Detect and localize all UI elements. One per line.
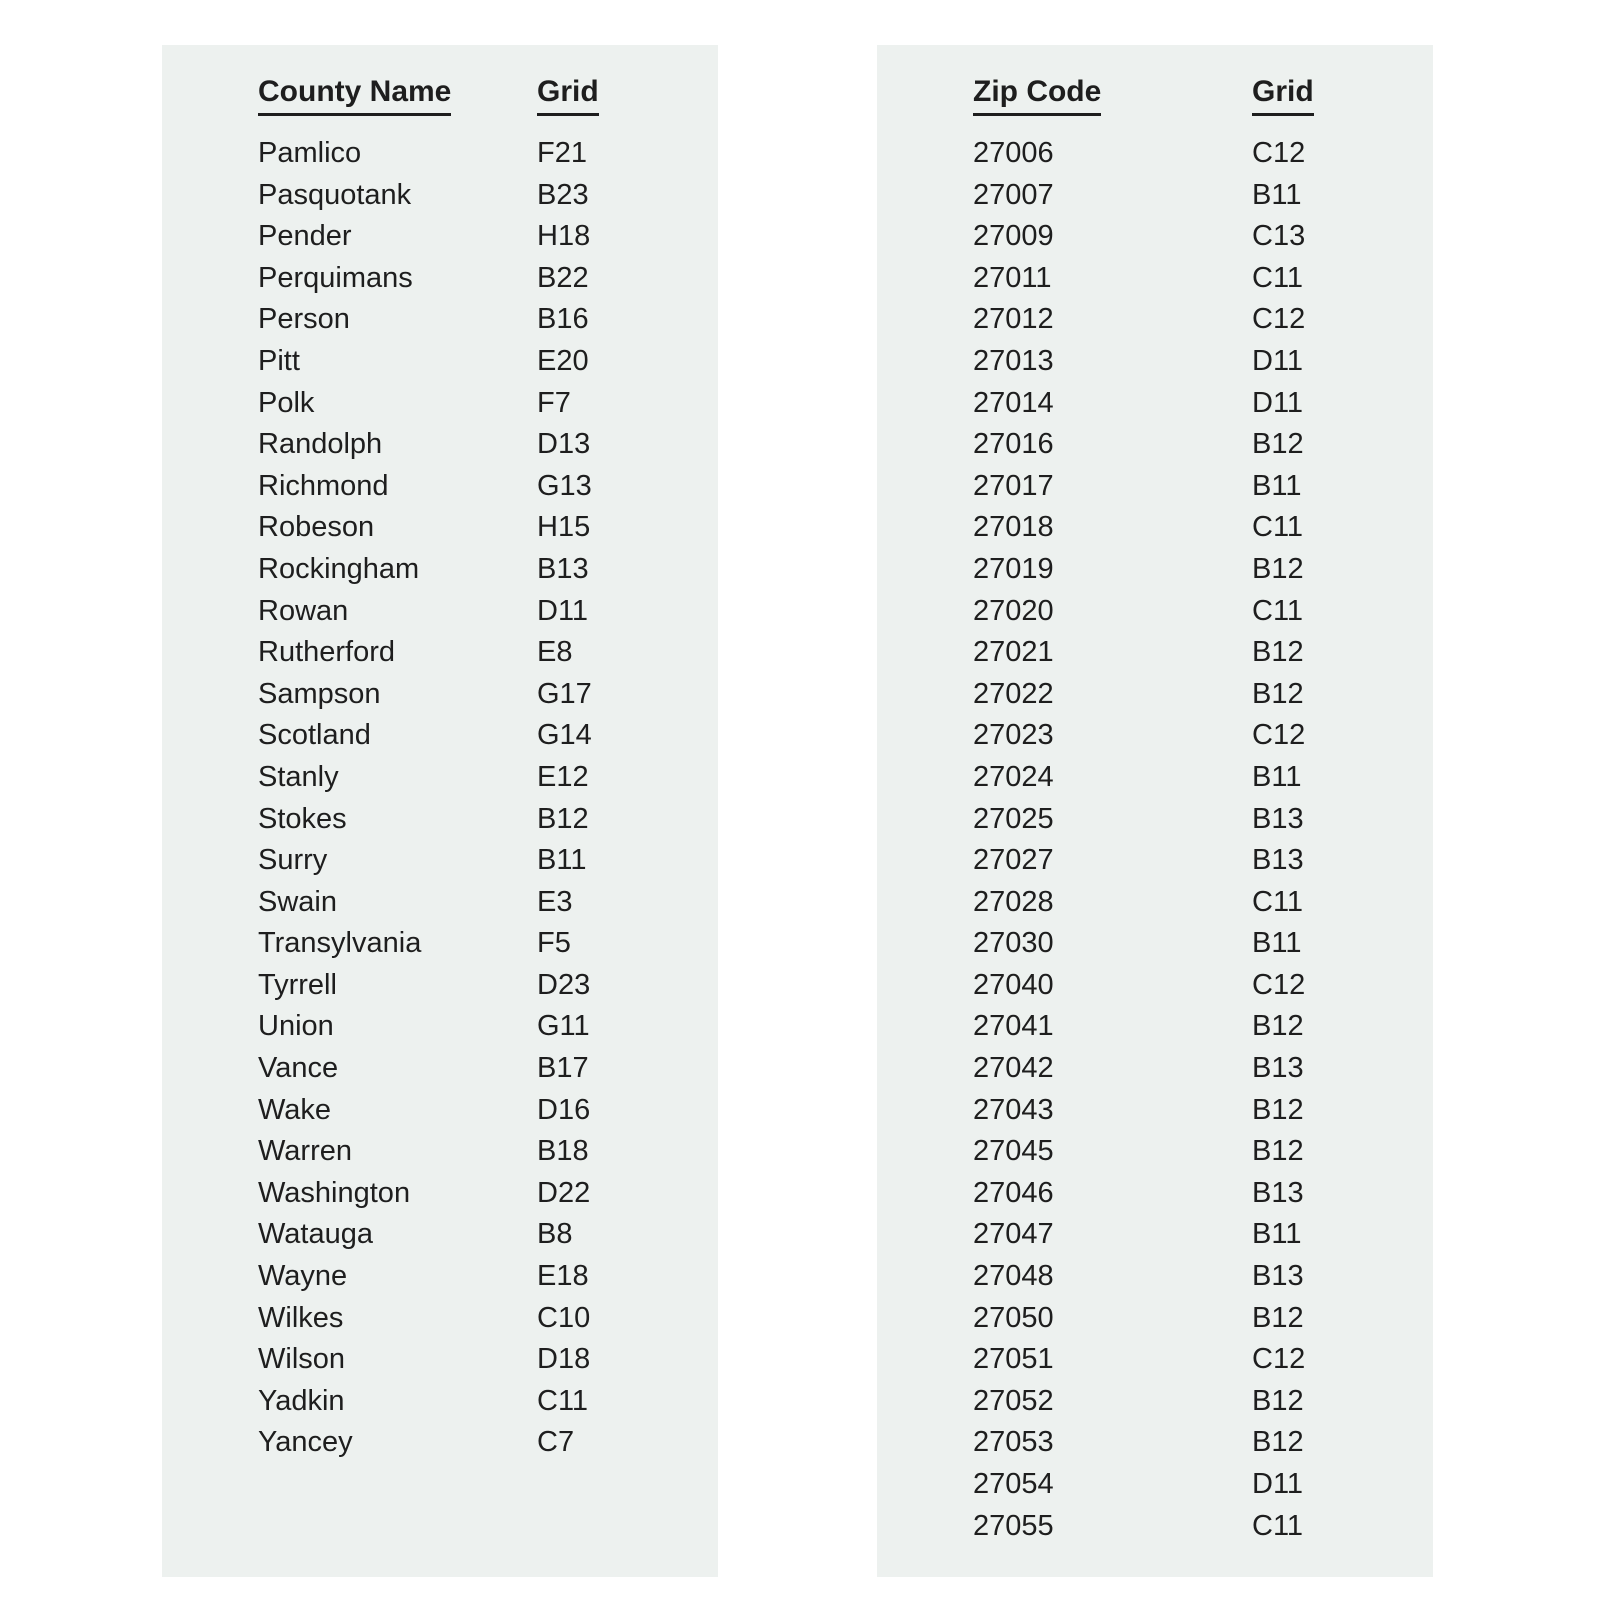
table-cell: 27023	[973, 719, 1054, 752]
table-cell: 27017	[973, 469, 1054, 502]
county-name-column-header: County Name	[258, 75, 537, 129]
table-cell: B12	[1252, 552, 1304, 585]
table-row	[973, 1256, 1433, 1298]
table-row	[258, 258, 718, 300]
table-row	[258, 757, 718, 799]
table-row	[973, 1422, 1433, 1464]
table-cell: D23	[537, 968, 591, 1001]
table-cell: D22	[537, 1176, 591, 1209]
table-row	[258, 715, 718, 757]
table-cell: Tyrrell	[258, 968, 337, 1001]
table-cell: 27053	[973, 1426, 1054, 1459]
table-cell: B13	[1252, 844, 1304, 877]
table-cell: B18	[537, 1135, 589, 1168]
table-cell: 27051	[973, 1343, 1054, 1376]
table-row	[973, 1506, 1433, 1548]
table-cell: Rowan	[258, 594, 349, 627]
table-cell: 27024	[973, 760, 1054, 793]
table-row	[973, 715, 1433, 757]
table-row	[258, 133, 718, 175]
table-cell: Robeson	[258, 511, 375, 544]
table-row	[258, 1173, 718, 1215]
table-row	[258, 674, 718, 716]
table-cell: H18	[537, 220, 591, 253]
table-row	[258, 507, 718, 549]
table-cell: Pasquotank	[258, 178, 412, 211]
table-cell: B8	[537, 1218, 573, 1251]
table-cell: B12	[537, 802, 589, 835]
table-row	[973, 965, 1433, 1007]
table-cell: Wake	[258, 1093, 332, 1126]
table-cell: 27055	[973, 1509, 1054, 1542]
table-row	[258, 882, 718, 924]
table-cell: 27046	[973, 1176, 1054, 1209]
table-cell: B11	[1252, 927, 1302, 960]
table-row	[258, 216, 718, 258]
table-cell: B12	[1252, 428, 1304, 461]
table-cell: 27043	[973, 1093, 1054, 1126]
table-row	[973, 466, 1433, 508]
table-cell: D11	[1252, 386, 1304, 419]
table-cell: G13	[537, 469, 592, 502]
table-cell: G14	[537, 719, 592, 752]
table-cell: 27009	[973, 220, 1054, 253]
table-row	[258, 1256, 718, 1298]
table-cell: 27018	[973, 511, 1054, 544]
table-row	[973, 1173, 1433, 1215]
table-row	[973, 840, 1433, 882]
zip-code-column-header: Zip Code	[973, 75, 1252, 129]
table-cell: 27021	[973, 636, 1054, 669]
table-cell: B22	[537, 261, 589, 294]
table-row	[258, 1006, 718, 1048]
table-cell: E18	[537, 1260, 589, 1293]
table-cell: B12	[1252, 1135, 1304, 1168]
table-row	[973, 549, 1433, 591]
table-cell: B11	[1252, 178, 1302, 211]
table-cell: Randolph	[258, 428, 383, 461]
table-row	[258, 591, 718, 633]
table-row	[258, 632, 718, 674]
table-cell: B12	[1252, 1426, 1304, 1459]
table-cell: 27020	[973, 594, 1054, 627]
table-cell: G11	[537, 1010, 590, 1043]
table-cell: Rockingham	[258, 552, 420, 585]
zip-table-rows	[973, 133, 1433, 1547]
table-row	[973, 258, 1433, 300]
table-row	[973, 383, 1433, 425]
table-cell: C12	[1252, 1343, 1306, 1376]
table-cell: Wilkes	[258, 1301, 344, 1334]
table-cell: Wayne	[258, 1260, 348, 1293]
table-cell: 27012	[973, 303, 1054, 336]
table-row	[973, 799, 1433, 841]
table-row	[258, 1339, 718, 1381]
zip-table-header-row	[973, 75, 1433, 129]
table-cell: C12	[1252, 137, 1306, 169]
table-cell: 27048	[973, 1260, 1054, 1293]
table-cell: Wilson	[258, 1343, 346, 1376]
table-cell: C11	[1252, 885, 1304, 918]
table-row	[258, 1048, 718, 1090]
table-cell: 27019	[973, 552, 1054, 585]
table-row	[973, 1214, 1433, 1256]
table-cell: D11	[1252, 1468, 1304, 1500]
table-cell: C11	[1252, 1509, 1304, 1542]
table-cell: Rutherford	[258, 636, 396, 669]
table-cell: Warren	[258, 1135, 352, 1168]
table-row	[258, 424, 718, 466]
table-cell: G17	[537, 677, 592, 710]
table-cell: Polk	[258, 386, 315, 419]
table-cell: Pamlico	[258, 137, 362, 169]
table-cell: B12	[1252, 636, 1304, 669]
table-cell: 27045	[973, 1135, 1054, 1168]
table-row	[973, 424, 1433, 466]
table-cell: B12	[1252, 1093, 1304, 1126]
table-cell: Watauga	[258, 1218, 373, 1251]
table-cell: B13	[1252, 1260, 1304, 1293]
county-table-header-row	[258, 75, 718, 129]
table-cell: E3	[537, 885, 573, 918]
table-cell: C11	[1252, 594, 1304, 627]
table-cell: B17	[537, 1052, 589, 1085]
table-row	[258, 549, 718, 591]
county-grid-panel	[162, 45, 718, 1577]
table-cell: B23	[537, 178, 589, 211]
table-cell: 27014	[973, 386, 1054, 419]
table-cell: Union	[258, 1010, 334, 1043]
table-cell: B12	[1252, 1301, 1304, 1334]
table-cell: E20	[537, 344, 589, 377]
table-row	[973, 299, 1433, 341]
table-row	[973, 133, 1433, 175]
table-cell: Sampson	[258, 677, 381, 710]
table-row	[973, 507, 1433, 549]
table-cell: Transylvania	[258, 927, 422, 960]
table-cell: Yadkin	[258, 1384, 345, 1417]
table-row	[973, 1048, 1433, 1090]
table-row	[973, 1131, 1433, 1173]
table-cell: F21	[537, 137, 587, 169]
table-cell: 27042	[973, 1052, 1054, 1085]
table-cell: B13	[1252, 1052, 1304, 1085]
table-row	[973, 674, 1433, 716]
table-cell: B11	[1252, 760, 1302, 793]
table-cell: 27050	[973, 1301, 1054, 1334]
table-row	[973, 1090, 1433, 1132]
table-row	[258, 965, 718, 1007]
table-cell: 27016	[973, 428, 1054, 461]
table-cell: 27027	[973, 844, 1054, 877]
table-row	[258, 383, 718, 425]
table-cell: D11	[537, 594, 589, 627]
table-cell: 27022	[973, 677, 1054, 710]
table-row	[258, 341, 718, 383]
table-cell: Perquimans	[258, 261, 413, 294]
table-row	[258, 175, 718, 217]
table-cell: C12	[1252, 968, 1306, 1001]
zip-grid-panel	[877, 45, 1433, 1577]
table-cell: B12	[1252, 1010, 1304, 1043]
table-cell: Yancey	[258, 1426, 353, 1459]
table-row	[258, 466, 718, 508]
table-cell: 27047	[973, 1218, 1054, 1251]
table-row	[973, 341, 1433, 383]
table-row	[973, 1464, 1433, 1506]
table-cell: C11	[1252, 511, 1304, 544]
table-cell: C11	[1252, 261, 1304, 294]
table-row	[973, 1339, 1433, 1381]
table-cell: 27006	[973, 137, 1054, 169]
table-cell: B12	[1252, 1384, 1304, 1417]
table-cell: Person	[258, 303, 350, 336]
county-grid-table	[162, 45, 718, 1464]
table-row	[973, 1298, 1433, 1340]
table-cell: 27052	[973, 1384, 1054, 1417]
table-row	[973, 757, 1433, 799]
table-cell: E8	[537, 636, 573, 669]
table-cell: 27041	[973, 1010, 1054, 1043]
table-cell: E12	[537, 760, 589, 793]
table-row	[973, 1006, 1433, 1048]
table-row	[258, 1422, 718, 1464]
table-row	[258, 923, 718, 965]
table-cell: 27040	[973, 968, 1054, 1001]
zip-grid-column-header: Grid	[1252, 75, 1433, 129]
table-row	[973, 632, 1433, 674]
table-cell: D13	[537, 428, 591, 461]
table-cell: B11	[537, 844, 587, 877]
table-row	[258, 799, 718, 841]
table-cell: B13	[1252, 802, 1304, 835]
table-cell: C10	[537, 1301, 591, 1334]
table-row	[973, 882, 1433, 924]
table-cell: Stokes	[258, 802, 347, 835]
table-cell: B11	[1252, 1218, 1302, 1251]
table-cell: Surry	[258, 844, 328, 877]
table-cell: 27011	[973, 261, 1052, 294]
table-cell: Washington	[258, 1176, 411, 1209]
table-cell: 27007	[973, 178, 1054, 211]
table-row	[258, 1090, 718, 1132]
table-cell: Stanly	[258, 760, 339, 793]
county-grid-column-header: Grid	[537, 75, 718, 129]
table-row	[973, 591, 1433, 633]
table-cell: C12	[1252, 719, 1306, 752]
table-row	[973, 216, 1433, 258]
table-cell: C13	[1252, 220, 1306, 253]
table-cell: B13	[537, 552, 589, 585]
table-cell: Scotland	[258, 719, 371, 752]
table-row	[973, 1381, 1433, 1423]
table-cell: B13	[1252, 1176, 1304, 1209]
table-row	[258, 1381, 718, 1423]
table-cell: Vance	[258, 1052, 339, 1085]
table-cell: C7	[537, 1426, 575, 1459]
table-cell: H15	[537, 511, 591, 544]
table-cell: C12	[1252, 303, 1306, 336]
table-cell: Pitt	[258, 344, 300, 377]
table-row	[973, 175, 1433, 217]
table-cell: D18	[537, 1343, 591, 1376]
table-cell: 27054	[973, 1468, 1054, 1500]
zip-grid-table	[877, 45, 1433, 1547]
table-cell: 27013	[973, 344, 1054, 377]
table-cell: 27028	[973, 885, 1054, 918]
table-cell: D16	[537, 1093, 591, 1126]
table-cell: 27030	[973, 927, 1054, 960]
county-table-rows	[258, 133, 718, 1464]
table-cell: F5	[537, 927, 571, 960]
table-cell: Richmond	[258, 469, 389, 502]
table-cell: B16	[537, 303, 589, 336]
table-cell: D11	[1252, 344, 1304, 377]
table-cell: Swain	[258, 885, 337, 918]
table-cell: 27025	[973, 802, 1054, 835]
table-row	[973, 923, 1433, 965]
table-row	[258, 1298, 718, 1340]
table-row	[258, 840, 718, 882]
table-cell: B11	[1252, 469, 1302, 502]
table-cell: B12	[1252, 677, 1304, 710]
table-row	[258, 1214, 718, 1256]
table-cell: C11	[537, 1384, 589, 1417]
table-cell: Pender	[258, 220, 352, 253]
table-cell: F7	[537, 386, 571, 419]
table-row	[258, 299, 718, 341]
table-row	[258, 1131, 718, 1173]
